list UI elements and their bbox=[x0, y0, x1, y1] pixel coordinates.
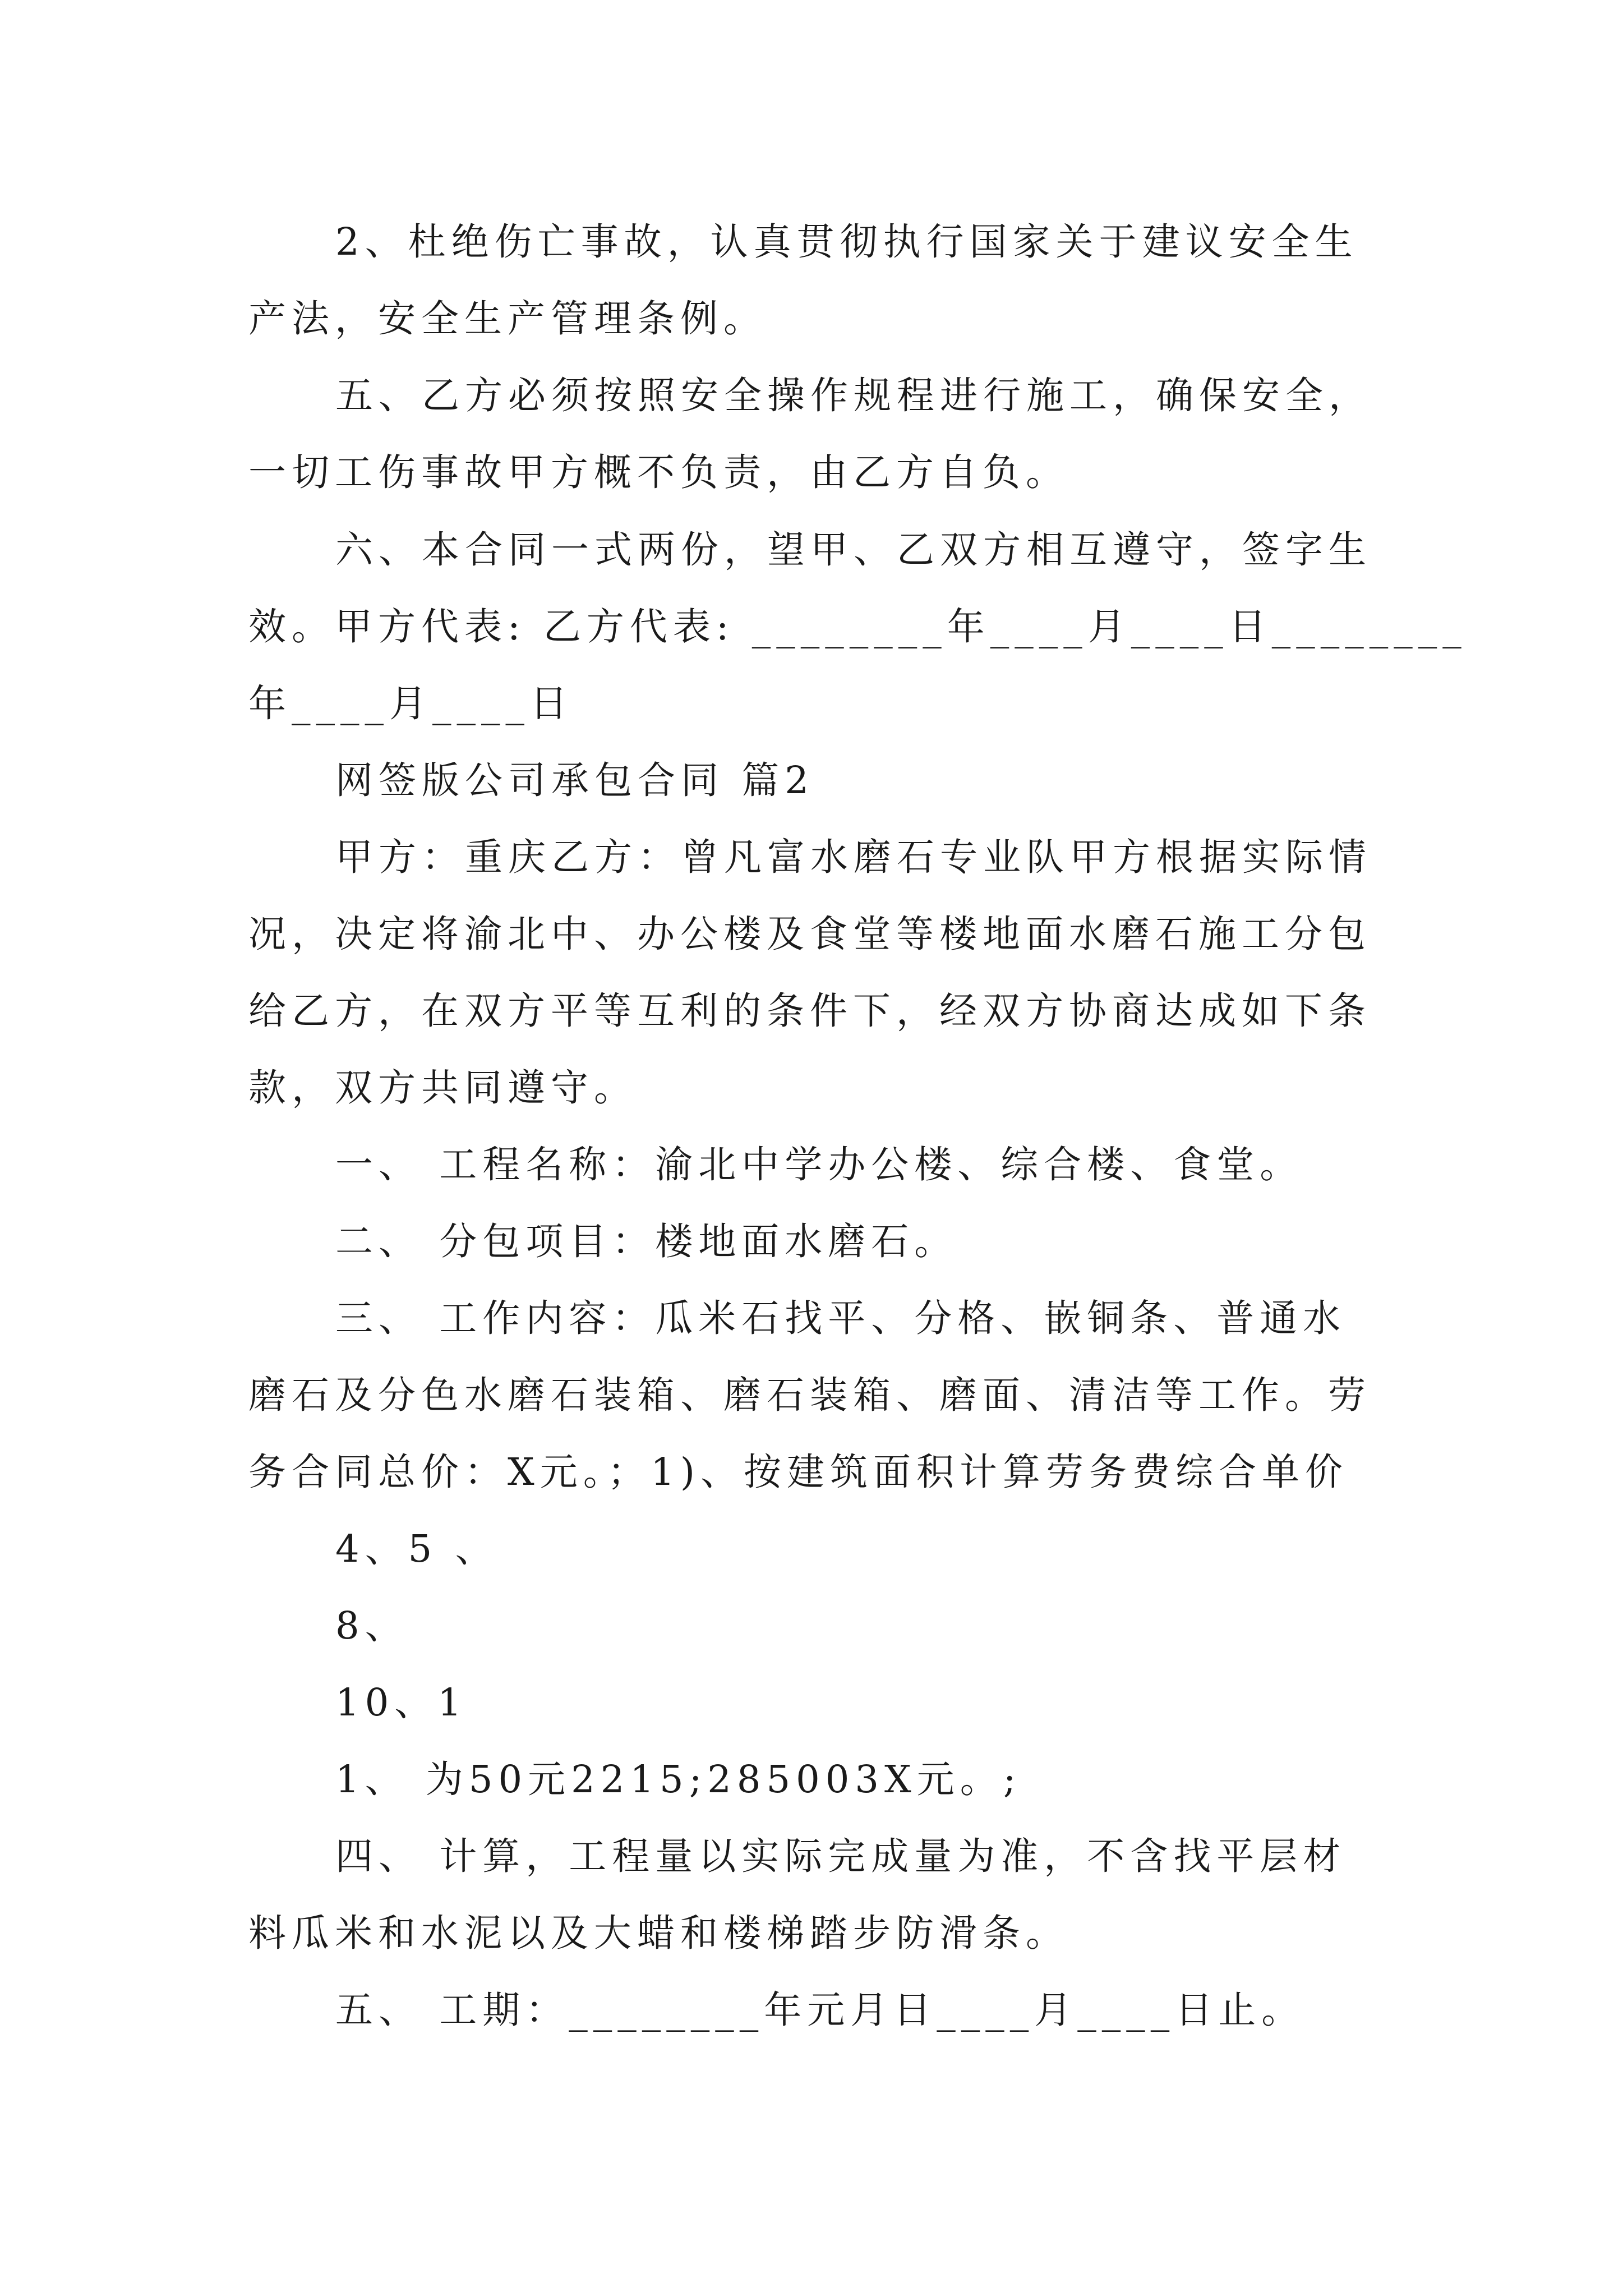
text-line: 一、 工程名称：渝北中学办公楼、综合楼、食堂。 bbox=[335, 1143, 1303, 1186]
text-line: 二、 分包项目：楼地面水磨石。 bbox=[335, 1220, 958, 1263]
text-line: 五、乙方必须按照安全操作规程进行施工，确保安全， bbox=[335, 374, 1372, 417]
text-line: 给乙方，在双方平等互利的条件下，经双方协商达成如下条 bbox=[248, 989, 1371, 1033]
text-line: 1、 为50元2215;285003X元。; bbox=[335, 1757, 1022, 1801]
text-line: 年____月____日 bbox=[248, 682, 573, 725]
section-heading: 网签版公司承包合同 篇2 bbox=[335, 758, 814, 802]
text-line: 六、本合同一式两份，望甲、乙双方相互遵守，签字生 bbox=[335, 528, 1372, 572]
text-line: 甲方：重庆乙方：曾凡富水磨石专业队甲方根据实际情 bbox=[335, 835, 1372, 879]
text-line: 四、 计算，工程量以实际完成量为准，不含找平层材 bbox=[335, 1834, 1347, 1878]
text-line: 4、5 、 bbox=[335, 1527, 499, 1571]
text-line: 务合同总价：X元。；1)、按建筑面积计算劳务费综合单价 bbox=[248, 1450, 1348, 1494]
text-line: 产法，安全生产管理条例。 bbox=[248, 297, 767, 341]
text-line: 2、杜绝伤亡事故，认真贯彻执行国家关于建议安全生 bbox=[335, 220, 1358, 264]
text-line: 款，双方共同遵守。 bbox=[248, 1066, 637, 1110]
text-line: 五、 工期：________年元月日____月____日止。 bbox=[335, 1988, 1305, 2032]
text-line: 一切工伤事故甲方概不负责，由乙方自负。 bbox=[248, 450, 1069, 494]
text-line: 10、1 bbox=[335, 1681, 467, 1724]
text-line: 况，决定将渝北中、办公楼及食堂等楼地面水磨石施工分包 bbox=[248, 912, 1371, 956]
text-line: 三、 工作内容：瓜米石找平、分格、嵌铜条、普通水 bbox=[335, 1296, 1347, 1340]
text-line: 磨石及分色水磨石装箱、磨石装箱、磨面、清洁等工作。劳 bbox=[248, 1373, 1371, 1417]
text-line: 效。甲方代表: 乙方代表: ________年____月____日________ bbox=[248, 605, 1467, 648]
text-line: 8、 bbox=[335, 1604, 408, 1648]
text-line: 料瓜米和水泥以及大蜡和楼梯踏步防滑条。 bbox=[248, 1911, 1069, 1955]
